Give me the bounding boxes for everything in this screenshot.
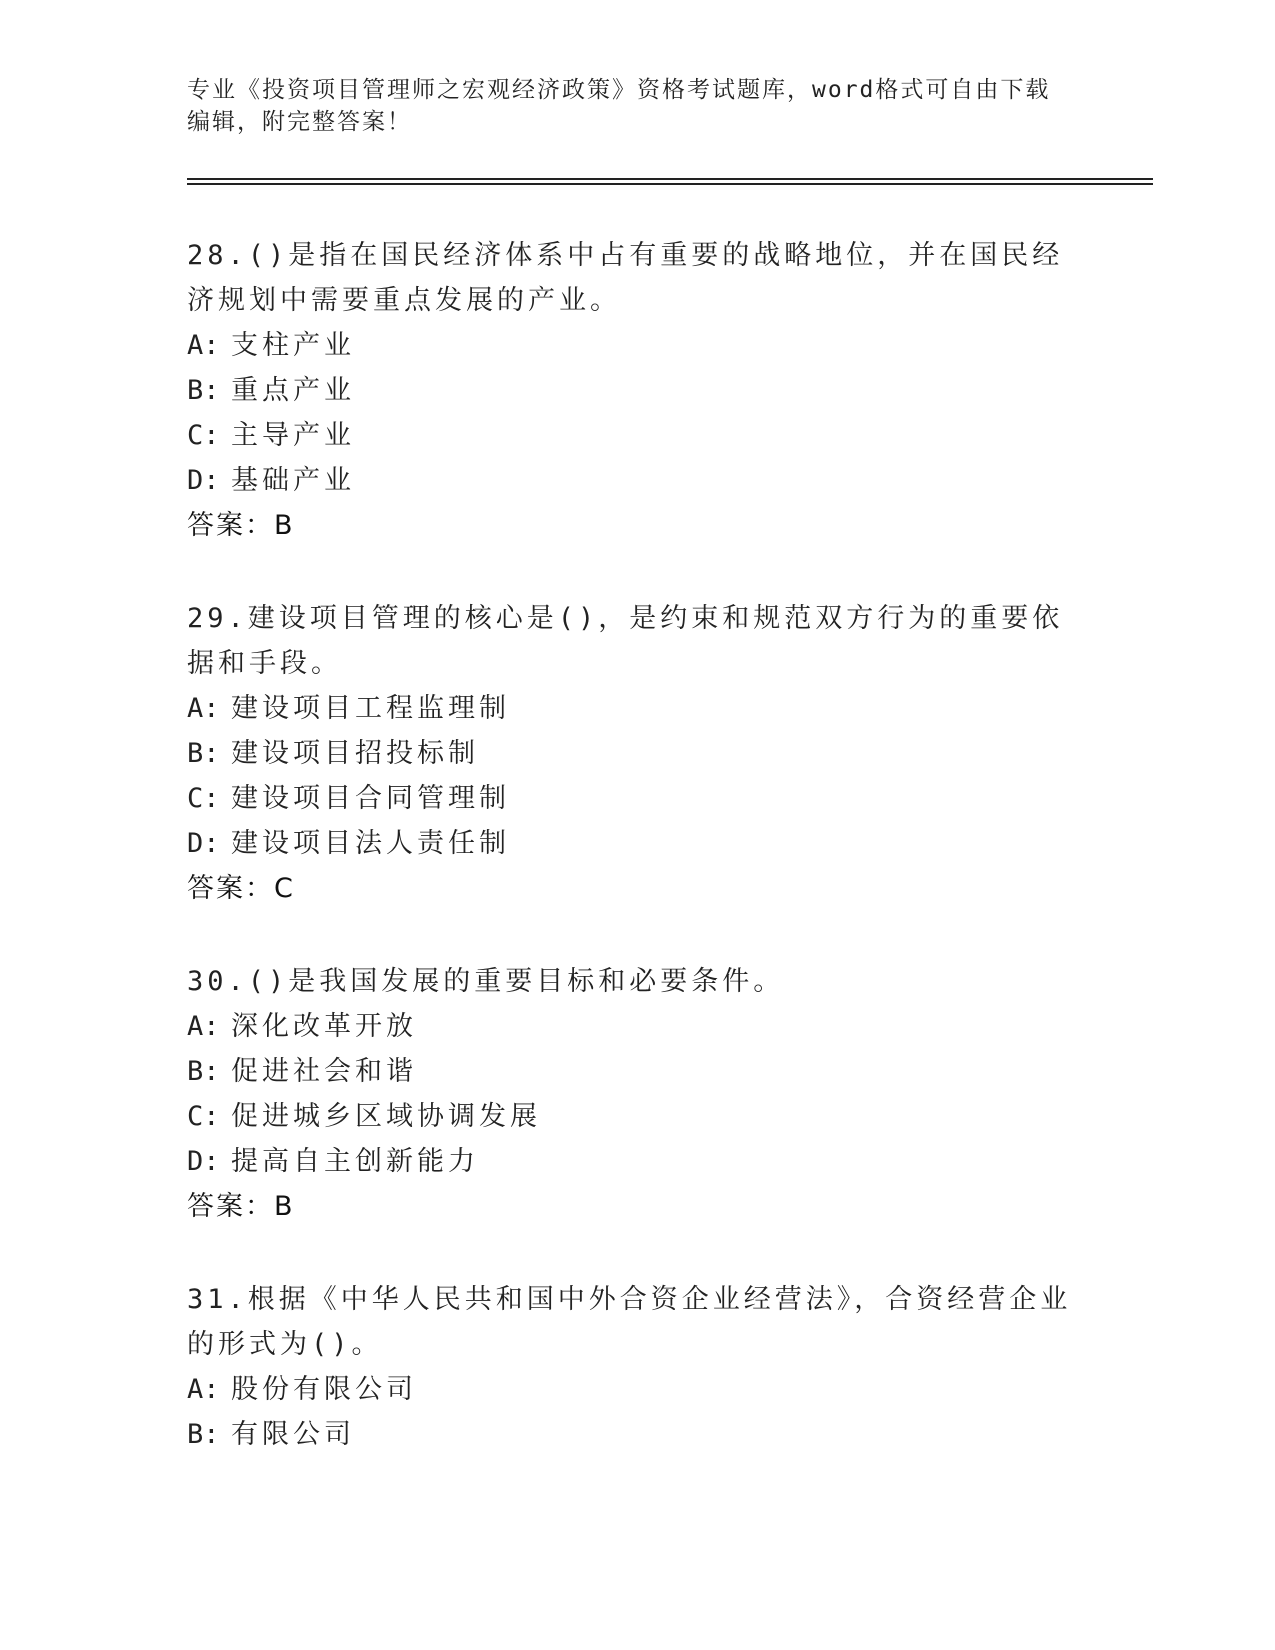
option-text: 重点产业 <box>231 375 355 406</box>
option-key: C: <box>187 783 220 814</box>
question-29 <box>187 596 1087 911</box>
option-key: D: <box>187 465 220 496</box>
option-key: C: <box>187 420 220 451</box>
option-key: A: <box>187 330 220 361</box>
option-key: A: <box>187 693 220 724</box>
option-text: 支柱产业 <box>231 330 355 361</box>
answer: 答案：B <box>187 1191 295 1222</box>
option-key: A: <box>187 1374 220 1405</box>
question-text: 29.建设项目管理的核心是()，是约束和规范双方行为的重要依据和手段。 <box>187 603 1064 679</box>
question-30 <box>187 959 1087 1229</box>
option-b <box>187 1412 1087 1457</box>
option-key: B: <box>187 375 220 406</box>
option-b <box>187 731 1087 776</box>
option-key: D: <box>187 1146 220 1177</box>
option-a <box>187 1367 1087 1412</box>
answer: 答案：C <box>187 873 295 904</box>
option-a <box>187 323 1087 368</box>
question-31 <box>187 1277 1087 1457</box>
option-key: B: <box>187 1419 220 1450</box>
question-28 <box>187 233 1087 548</box>
question-text: 30.()是我国发展的重要目标和必要条件。 <box>187 966 785 997</box>
option-text: 有限公司 <box>231 1419 355 1450</box>
option-c <box>187 1094 1087 1139</box>
option-text: 建设项目合同管理制 <box>231 783 510 814</box>
option-text: 股份有限公司 <box>231 1374 417 1405</box>
header-rule-bottom <box>187 183 1153 185</box>
option-text: 深化改革开放 <box>231 1011 417 1042</box>
option-text: 建设项目工程监理制 <box>231 693 510 724</box>
question-text: 28.()是指在国民经济体系中占有重要的战略地位，并在国民经济规划中需要重点发展的产业。 <box>187 240 1064 316</box>
option-b <box>187 368 1087 413</box>
option-c <box>187 413 1087 458</box>
option-d <box>187 458 1087 503</box>
option-text: 促进城乡区域协调发展 <box>231 1101 541 1132</box>
option-text: 主导产业 <box>231 420 355 451</box>
option-text: 建设项目招投标制 <box>231 738 479 769</box>
option-d <box>187 821 1087 866</box>
option-a <box>187 686 1087 731</box>
header-rule-top <box>187 178 1153 180</box>
option-b <box>187 1049 1087 1094</box>
option-c <box>187 776 1087 821</box>
option-key: A: <box>187 1011 220 1042</box>
option-key: B: <box>187 738 220 769</box>
option-text: 建设项目法人责任制 <box>231 828 510 859</box>
option-d <box>187 1139 1087 1184</box>
option-text: 促进社会和谐 <box>231 1056 417 1087</box>
document-header: 专业《投资项目管理师之宏观经济政策》资格考试题库，word格式可自由下载编辑，附完整答案！ <box>187 77 1051 135</box>
option-text: 提高自主创新能力 <box>231 1146 479 1177</box>
option-a <box>187 1004 1087 1049</box>
option-key: B: <box>187 1056 220 1087</box>
question-text: 31.根据《中华人民共和国中外合资企业经营法》，合资经营企业的形式为()。 <box>187 1284 1072 1360</box>
option-key: D: <box>187 828 220 859</box>
option-key: C: <box>187 1101 220 1132</box>
option-text: 基础产业 <box>231 465 355 496</box>
answer: 答案：B <box>187 510 295 541</box>
